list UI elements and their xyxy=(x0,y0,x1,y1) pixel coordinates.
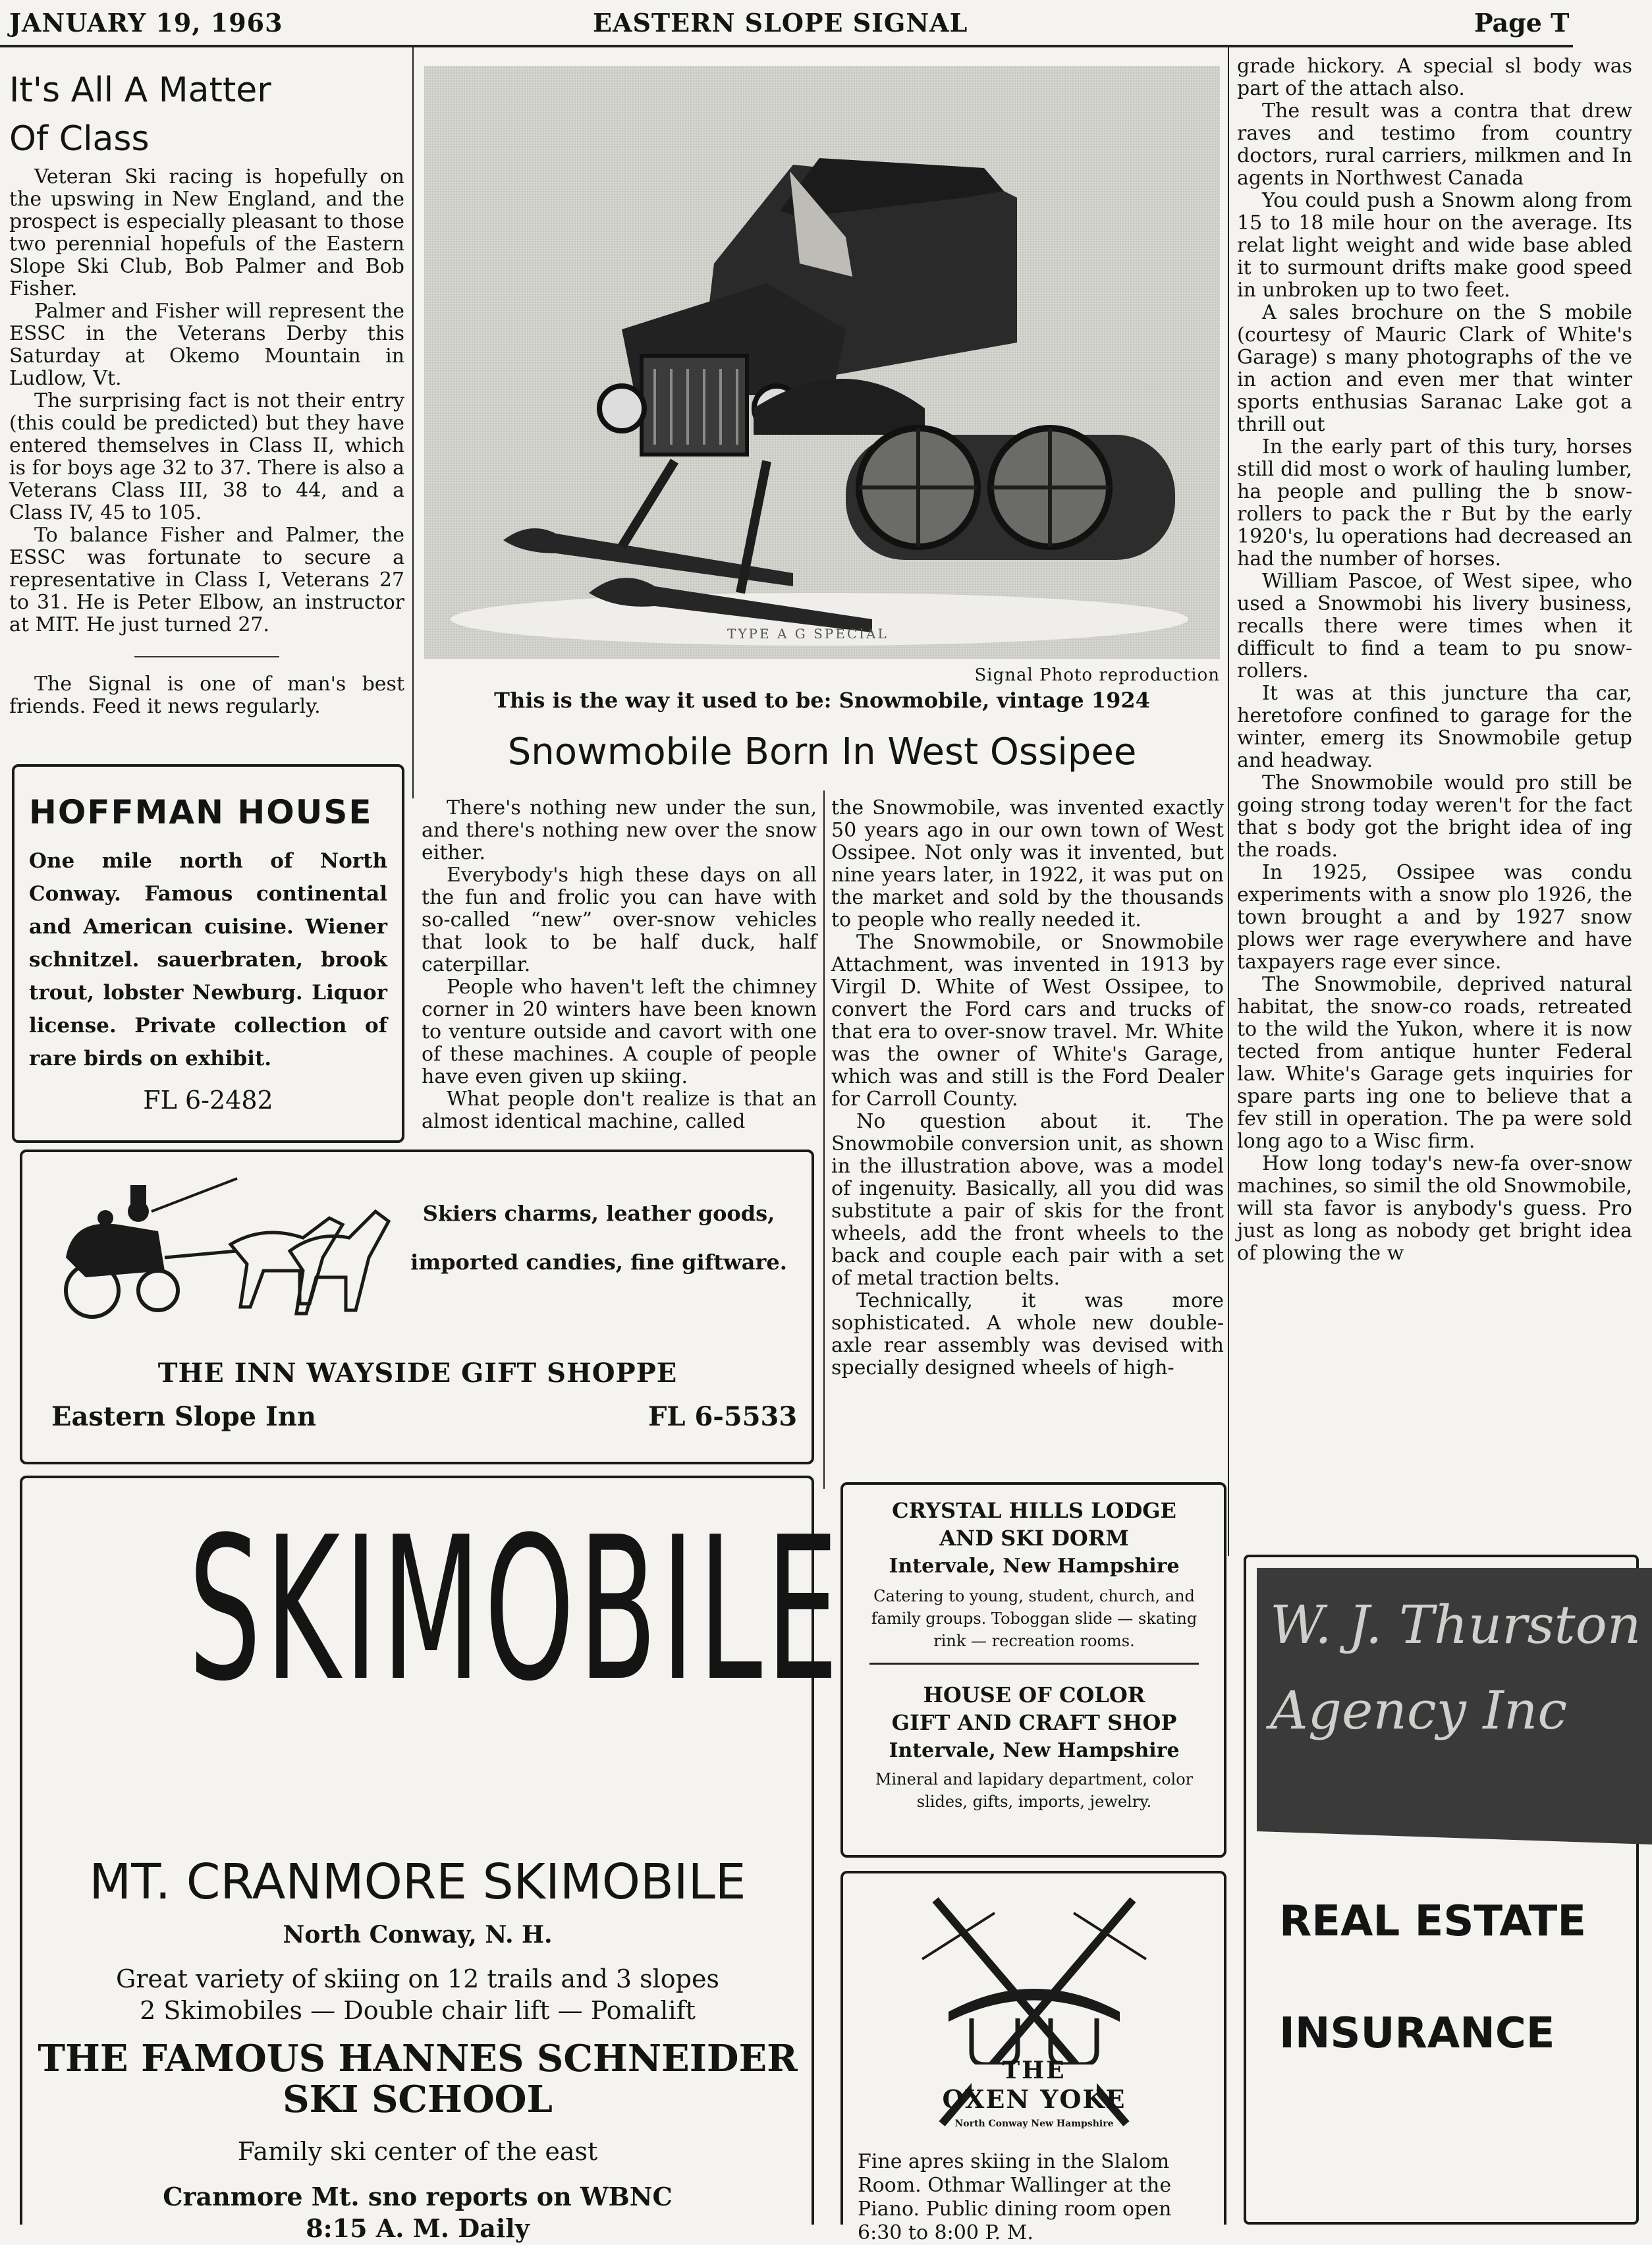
paragraph: Veteran Ski racing is hopefully on the upswing in New England, and the prospect is especially pleasant to those two perennial hopefuls of the Eastern Slope Ski Club, Bob Palmer and Bob Fisher. xyxy=(9,165,404,300)
hoffman-house-ad xyxy=(12,764,404,1143)
paragraph: Technically, it was more sophisticated. A whole new double-axle rear assembly was devised with specially designed wheels of high- xyxy=(831,1289,1224,1379)
wayside-gift-shoppe-ad xyxy=(20,1150,814,1464)
ad-body: Mineral and lapidary department, color slides, gifts, imports, jewelry. xyxy=(875,1770,1194,1811)
ad-location: Intervale, New Hampshire xyxy=(889,1739,1180,1762)
class-article xyxy=(9,66,404,718)
newspaper-name: EASTERN SLOPE SIGNAL xyxy=(593,8,968,38)
ad-line: 2 Skimobiles — Double chair lift — Pomalift xyxy=(140,1996,696,2025)
article-body xyxy=(9,166,404,636)
crystal-hills-title: CRYSTAL HILLS LODGE AND SKI DORM xyxy=(892,1498,1176,1551)
filler-note xyxy=(9,673,404,718)
paragraph: The Snowmobile would pro still be going strong today weren't for the fact that s body got the bright idea of ing the roads. xyxy=(1237,771,1632,862)
ad-logo-text: SKIMOBILE xyxy=(188,1495,842,1725)
paragraph: You could push a Snowm along from 15 to 18 mile hour on the average. Its relat light weight and wide base abled it to surmount drifts make good speed in unbroken up to two feet. xyxy=(1237,189,1632,302)
vintage-snowmobile-illustration xyxy=(424,66,1220,659)
column-divider xyxy=(412,47,414,798)
ad-phone: FL 6-2482 xyxy=(143,1086,273,1115)
paragraph: grade hickory. A special sl body was part of the attach also. xyxy=(1237,55,1632,100)
article-column xyxy=(422,797,817,1133)
article-headline: Of Class xyxy=(9,119,150,159)
column-divider xyxy=(1228,47,1229,1556)
license-plate-text: TYPE A G SPECIAL xyxy=(727,626,889,642)
ad-body: Fine apres skiing in the Slalom Room. Othmar Wallinger at the Piano. Public dining room open 6:30 to 8:00 P. M. xyxy=(858,2150,1172,2244)
paragraph: Palmer and Fisher will represent the ESSC in the Veterans Derby this Saturday at Okemo Mountain in Ludlow, Vt. xyxy=(9,300,404,390)
paragraph: Everybody's high these days on all the fun and frolic you can have with so-called “new” over-snow vehicles that look to be half duck, half caterpillar. xyxy=(422,864,817,976)
skimobile-ad xyxy=(20,1476,842,2243)
masthead xyxy=(0,0,1573,46)
ad-title: OXEN YOKE xyxy=(942,2084,1126,2114)
article-column xyxy=(1237,55,1632,1538)
paragraph: The Signal is one of man's best friends. Feed it news regularly. xyxy=(9,673,404,718)
ad-location: Intervale, New Hampshire xyxy=(889,1555,1180,1578)
paragraph: There's nothing new under the sun, and there's nothing new over the snow either. xyxy=(422,796,817,864)
horse-carriage-icon xyxy=(46,1172,402,1323)
photo-credit: Signal Photo reproduction xyxy=(974,665,1220,685)
agency-service: INSURANCE xyxy=(1279,2009,1555,2058)
paragraph: What people don't realize is that an almost identical machine, called xyxy=(422,1088,817,1133)
snowmobile-photo xyxy=(424,66,1220,659)
ad-title: HOFFMAN HOUSE xyxy=(29,793,373,831)
ad-body: Catering to young, student, church, and family groups. Toboggan slide — skating rink — recreation rooms. xyxy=(871,1587,1198,1650)
paragraph: A sales brochure on the S mobile (courtesy of Mauric Clark of White's Garage) s many photographs of the ve in action and even mer that winter sports enthusias Saranac Lake got a thrill out xyxy=(1237,301,1632,436)
ad-title: MT. CRANMORE SKIMOBILE xyxy=(89,1854,746,1910)
ad-description: Skiers charms, leather goods, imported candies, fine giftware. xyxy=(410,1201,787,1275)
ad-location: North Conway, N. H. xyxy=(283,1921,553,1949)
issue-date: JANUARY 19, 1963 xyxy=(9,8,283,38)
paragraph: The Snowmobile, or Snowmobile Attachment, was invented in 1913 by Virgil D. White of West Ossipee, to convert the Ford cars and trucks of that era to over-snow travel. Mr. White was the owner of White's Garage, which was and still is the Ford Dealer for Carroll County. xyxy=(831,931,1224,1111)
section-divider xyxy=(134,656,279,657)
thurston-agency-ad xyxy=(1237,1555,1641,2225)
ad-line: Great variety of skiing on 12 trails and 3 slopes xyxy=(116,1964,719,1993)
agency-service: REAL ESTATE xyxy=(1279,1897,1587,1946)
house-of-color-title: HOUSE OF COLOR GIFT AND CRAFT SHOP xyxy=(891,1682,1177,1735)
paragraph: It was at this juncture tha car, heretofore confined to garage for the winter, emerg its Snowmobile getup and headway. xyxy=(1237,682,1632,772)
paragraph: The Snowmobile, deprived natural habitat, the snow-co roads, retreated to the wild the Yukon, where it is now tected from antique hunter Federal law. White's Garage gets inquiries for spare parts ing one to believe that a fev still in operation. The pa were sold long ago to a Wisc firm. xyxy=(1237,973,1632,1153)
oxen-yoke-ad xyxy=(840,1871,1226,2244)
paragraph: To balance Fisher and Palmer, the ESSC was fortunate to secure a representative in Class I, Veterans 27 to 31. He is Peter Elbow, an instructor at MIT. He just turned 27. xyxy=(9,524,404,636)
ad-title: THE xyxy=(1002,2057,1066,2084)
ad-location: Eastern Slope Inn xyxy=(51,1401,316,1432)
intervale-ads xyxy=(840,1482,1226,1858)
masthead-rule xyxy=(0,45,1573,47)
ad-line: Cranmore Mt. sno reports on WBNC xyxy=(163,2182,673,2211)
paragraph: People who haven't left the chimney corner in 20 winters have been known to venture outside and cavort with one of these machines. A couple of people have even given up skiing. xyxy=(422,976,817,1088)
ad-phone: FL 6-5533 xyxy=(648,1401,798,1432)
paragraph: the Snowmobile, was invented exactly 50 years ago in our own town of West Ossipee. Not only was it invented, but nine years later, in 1922, it was put on the market and sold by the thousands to people who really needed it. xyxy=(831,796,1224,931)
ad-subtitle: THE FAMOUS HANNES SCHNEIDER xyxy=(38,2037,798,2080)
ad-tagline: Family ski center of the east xyxy=(237,2137,598,2166)
page-number: Page T xyxy=(1474,8,1570,38)
article-headline: Snowmobile Born In West Ossipee xyxy=(507,731,1137,773)
ad-location: North Conway New Hampshire xyxy=(954,2119,1114,2129)
paragraph: In the early part of this tury, horses still did most o work of hauling lumber, ha people and pulling the b snow-rollers to pack the r But by the early 1920's, lu operations had decreased an had the number of horses. xyxy=(1237,435,1632,570)
paragraph: The result was a contra that drew raves and testimo from country doctors, rural carriers, milkmen and In agents in Northwest Canada xyxy=(1237,99,1632,190)
article-headline: It's All A Matter xyxy=(9,70,271,110)
paragraph: How long today's new-fa over-snow machines, so simil the old Snowmobile, will sta favor is anybody's guess. Pro just as long as nobody get bright idea of plowing the w xyxy=(1237,1152,1632,1265)
ad-divider xyxy=(869,1663,1199,1665)
ad-line: 8:15 A. M. Daily xyxy=(306,2213,530,2243)
photo-caption: This is the way it used to be: Snowmobile, vintage 1924 xyxy=(494,688,1150,713)
paragraph: In 1925, Ossipee was condu experiments with a snow plo 1926, the town brought a and by 1927 snow plows wer rage everywhere and have taxpayers rage ever since. xyxy=(1237,861,1632,974)
paragraph: William Pascoe, of West sipee, who used a Snowmobi his livery business, recalls there were times when it difficult to find a team to pu snow-rollers. xyxy=(1237,570,1632,682)
ad-body: One mile north of North Conway. Famous continental and American cuisine. Wiener schnitzel. sauerbraten, brook trout, lobster Newburg. Liquor license. Private collection of rare birds on exhibit. xyxy=(29,849,387,1070)
agency-script-name: W. J. Thurston xyxy=(1270,1594,1641,1655)
agency-script-name: Agency Inc xyxy=(1270,1680,1568,1741)
article-column xyxy=(831,797,1224,1379)
paragraph: The surprising fact is not their entry (this could be predicted) but they have entered themselves in Class II, which is for boys age 32 to 37. There is also a Veterans Class III, 38 to 44, and a Class IV, 45 to 105. xyxy=(9,389,404,524)
column-divider xyxy=(823,790,825,1489)
ad-subtitle: SKI SCHOOL xyxy=(283,2078,553,2121)
ad-title: THE INN WAYSIDE GIFT SHOPPE xyxy=(157,1358,678,1389)
paragraph: No question about it. The Snowmobile conversion unit, as shown in the illustration above, was a model of ingenuity. Basically, all you did was substitute a pair of skis for the front wheels, add the front wheels to the back and couple each pair with a set of metal traction belts. xyxy=(831,1110,1224,1290)
